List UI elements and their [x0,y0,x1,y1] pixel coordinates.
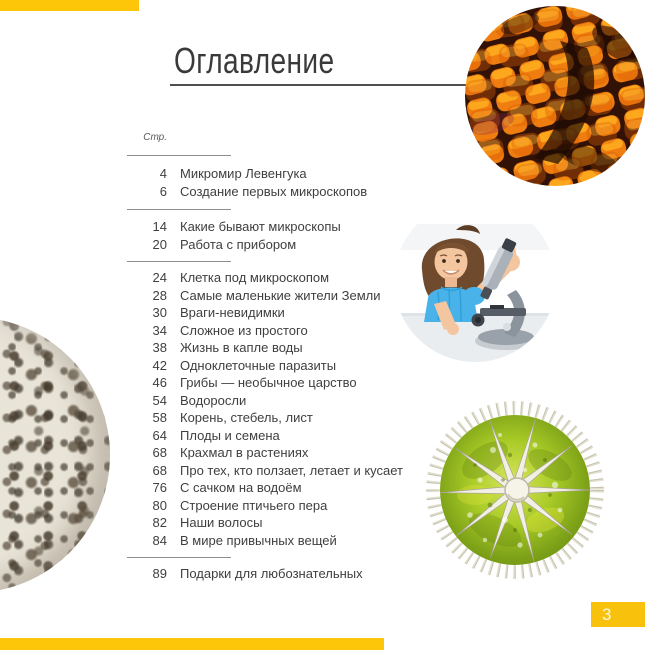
toc-entry[interactable] [127,392,427,410]
toc-entry-page: 89 [152,566,167,581]
toc-entry-label: Враги-невидимки [180,305,285,320]
toc-entry[interactable] [127,269,427,287]
sponge-tissue-photo [0,317,110,593]
toc-entry-page: 64 [152,427,167,443]
toc-entry-page: 30 [152,305,167,320]
butterfly-wing-illustration [465,6,645,186]
toc-entry-label: Создание первых микроскопов [180,183,368,199]
toc-entry-page: 80 [152,497,167,513]
toc-entry[interactable] [127,287,427,305]
toc-entry[interactable] [127,357,427,375]
toc-group [127,269,427,549]
page-number-badge [591,602,645,627]
toc-entry-label: Про тех, кто ползает, летает и кусает [180,462,403,478]
toc-entry-page: 42 [152,357,167,373]
girl-with-microscope-illustration [394,200,556,362]
toc-entry-label: Какие бывают микроскопы [180,219,341,234]
title-underline [170,84,466,86]
toc-entry[interactable] [127,497,427,515]
toc-entry[interactable] [127,165,427,183]
toc-entry-label: Подарки для любознательных [180,566,363,581]
toc-entry[interactable] [127,444,427,462]
toc-entry-page: 58 [152,410,167,425]
toc-entry[interactable] [127,339,427,357]
toc-entry-page: 28 [152,287,167,303]
toc-entry-label: Самые маленькие жители Земли [180,287,381,303]
toc-entry-label: Корень, стебель, лист [180,410,313,425]
toc-entry-label: Сложное из простого [180,322,308,338]
toc-entry-page: 46 [152,375,167,390]
toc-entry[interactable] [127,322,427,340]
toc-group [127,218,427,253]
bottom-accent-bar [0,638,384,650]
toc-entry-page: 76 [152,480,167,495]
toc-entry-label: В мире привычных вещей [180,532,337,548]
toc-entry-page: 68 [152,462,167,478]
toc-entry-label: Клетка под микроскопом [180,270,330,285]
toc-entry-page: 4 [159,166,167,181]
toc-divider [127,261,231,262]
toc-entry-label: Одноклеточные паразиты [180,357,337,373]
toc-entry-page: 24 [152,270,167,285]
toc-divider [127,557,231,558]
toc-entry-label: Наши волосы [180,515,263,530]
toc-entry[interactable] [127,236,427,254]
toc-entry-label: Водоросли [180,392,247,408]
toc-entry-label: Строение птичьего пера [180,497,328,513]
toc-entry[interactable] [127,304,427,322]
toc-entry[interactable] [127,183,427,201]
toc-group [127,165,427,200]
toc-entry[interactable] [127,565,427,583]
toc-entry[interactable] [127,374,427,392]
girl-with-microscope-photo [394,200,556,362]
green-alga-photo [415,390,615,590]
toc-group [127,565,427,583]
table-of-contents [127,132,427,583]
toc-entry-page: 84 [152,532,167,548]
toc-entry-page: 20 [152,236,167,252]
green-alga-illustration [415,390,615,590]
toc-entry[interactable] [127,532,427,550]
toc-entry[interactable] [127,218,427,236]
toc-entry-label: Жизнь в капле воды [180,340,303,355]
page-number: 3 [602,604,612,624]
toc-entry[interactable] [127,479,427,497]
toc-entry-page: 38 [152,340,167,355]
toc-entry[interactable] [127,409,427,427]
toc-divider [127,209,231,210]
toc-entry-page: 6 [159,183,167,199]
toc-entry-label: Грибы — необычное царство [180,375,357,390]
page-column-header: Стр. [143,132,167,143]
toc-entry-page: 34 [152,322,167,338]
toc-divider [127,155,231,156]
toc-entry-label: Плоды и семена [180,427,280,443]
toc-entry[interactable] [127,462,427,480]
toc-entry-label: Микромир Левенгука [180,166,307,181]
toc-entry-page: 82 [152,515,167,530]
toc-entry[interactable] [127,427,427,445]
toc-entry-page: 14 [152,219,167,234]
butterfly-wing-photo [465,6,645,186]
page-title: Оглавление [174,40,335,81]
toc-entry-page: 68 [152,445,167,460]
toc-entry-label: Работа с прибором [180,236,297,252]
toc-entry-page: 54 [152,392,167,408]
toc-entry-label: Крахмал в растениях [180,445,309,460]
toc-entry[interactable] [127,514,427,532]
toc-entry-label: С сачком на водоём [180,480,302,495]
top-accent-bar [0,0,139,11]
